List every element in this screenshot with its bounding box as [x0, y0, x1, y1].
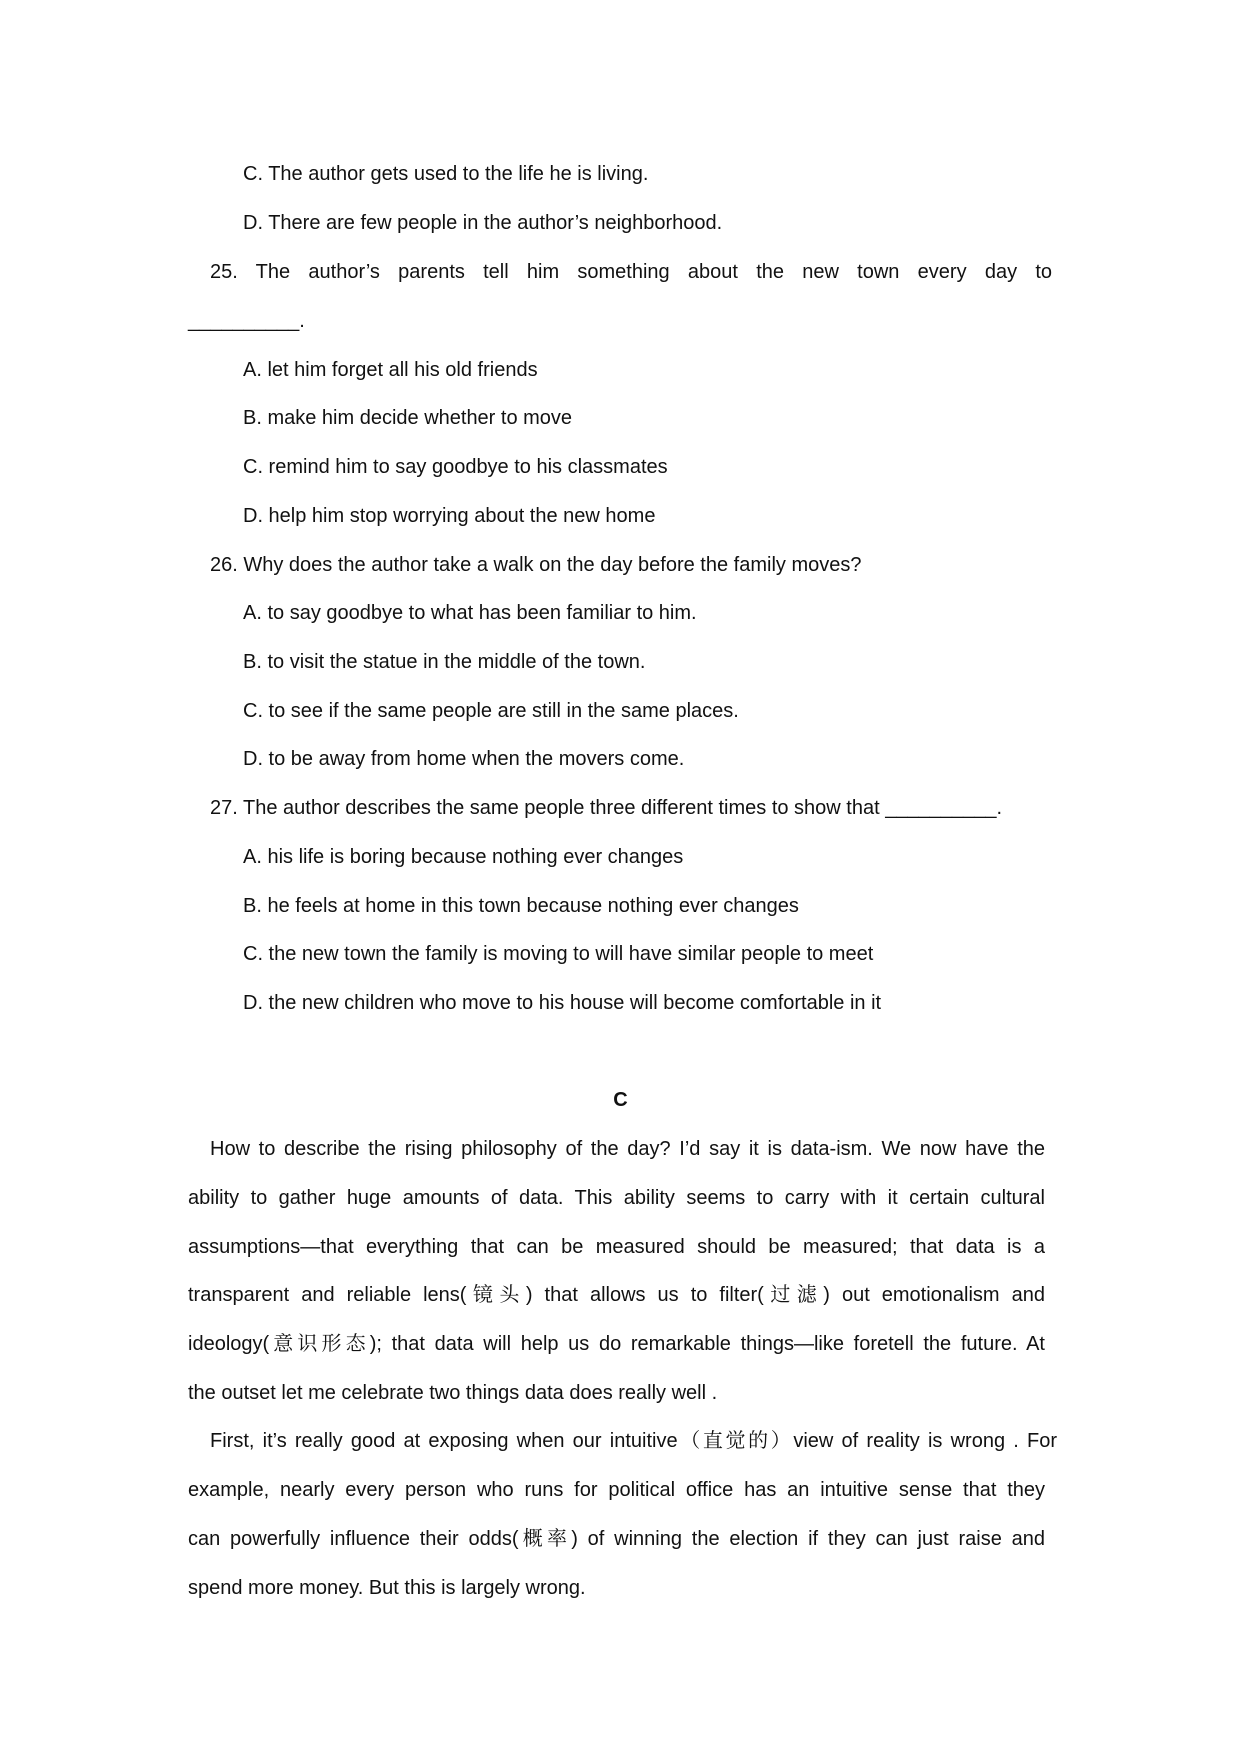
passage-p2-line4: spend more money. But this is largely wrong.	[188, 1577, 586, 1599]
q25-option-d: D. help him stop worrying about the new home	[243, 505, 656, 527]
q25-stem-line1: 25. The author’s parents tell him something about the new town every day to	[210, 261, 1052, 283]
passage-p2-line3: can powerfully influence their odds(概率) of winning the election if they can just raise and	[188, 1528, 1045, 1550]
q27-option-c: C. the new town the family is moving to will have similar people to meet	[243, 943, 874, 965]
q26-option-b: B. to visit the statue in the middle of the town.	[243, 651, 646, 673]
passage-p1-line5: ideology(意识形态); that data will help us do remarkable things—like foretell the future. At	[188, 1333, 1045, 1355]
q24-option-c: C. The author gets used to the life he is living.	[243, 163, 649, 185]
q25-stem-line2: __________.	[188, 310, 305, 332]
q25-option-a: A. let him forget all his old friends	[243, 359, 538, 381]
q27-option-d: D. the new children who move to his house will become comfortable in it	[243, 992, 882, 1014]
passage-p1-line2: ability to gather huge amounts of data. This ability seems to carry with it certain cultural	[188, 1187, 1045, 1209]
q26-option-a: A. to say goodbye to what has been familiar to him.	[243, 602, 697, 624]
passage-p2-line2: example, nearly every person who runs for political office has an intuitive sense that they	[188, 1479, 1045, 1501]
q26-option-d: D. to be away from home when the movers come.	[243, 748, 685, 770]
q26-option-c: C. to see if the same people are still in the same places.	[243, 700, 739, 722]
q27-option-b: B. he feels at home in this town because nothing ever changes	[243, 895, 799, 917]
q24-option-d: D. There are few people in the author’s neighborhood.	[243, 212, 723, 234]
passage-p1-line1: How to describe the rising philosophy of the day? I’d say it is data-ism. We now have the	[210, 1138, 1045, 1160]
q27-stem: 27. The author describes the same people three different times to show that __________.	[210, 797, 1003, 819]
passage-p1-line3: assumptions—that everything that can be measured should be measured; that data is a	[188, 1236, 1045, 1258]
section-heading: C	[613, 1089, 628, 1111]
q25-option-b: B. make him decide whether to move	[243, 407, 573, 429]
q27-option-a: A. his life is boring because nothing ever changes	[243, 846, 684, 868]
q26-stem: 26. Why does the author take a walk on the day before the family moves?	[210, 554, 862, 576]
passage-p1-line6: the outset let me celebrate two things data does really well .	[188, 1382, 718, 1404]
passage-p1-line4: transparent and reliable lens(镜头) that allows us to filter(过滤) out emotionalism and	[188, 1284, 1045, 1306]
q25-option-c: C. remind him to say goodbye to his classmates	[243, 456, 668, 478]
passage-p2-line1: First, it’s really good at exposing when our intuitive（直觉的）view of reality is wrong . For	[210, 1430, 1057, 1452]
